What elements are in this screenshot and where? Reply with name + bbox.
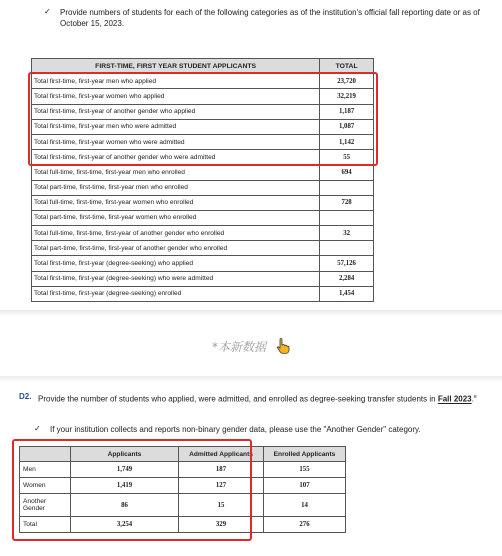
row-total: 32,219: [320, 89, 374, 104]
applicants-cell: 1,749: [71, 462, 179, 478]
row-total: 57,126: [320, 256, 374, 271]
column-header: TOTAL: [320, 59, 374, 74]
row-label: Total first-time, first-year of another gender who applied: [32, 104, 320, 119]
enrolled-cell: 155: [264, 462, 346, 478]
row-label: Total first-time, first-year of another gender who were admitted: [32, 150, 320, 165]
checkmark-icon: ✓: [44, 7, 51, 16]
highlight-box: [28, 72, 378, 166]
row-total: 55: [320, 150, 374, 165]
row-label: Total first-time, first-year women who were admitted: [32, 134, 320, 149]
instruction-text: Provide numbers of students for each of the following categories as of the institution's official fall reporting date or as of October 15, 2023.: [60, 8, 480, 28]
admitted-cell: 187: [179, 462, 264, 478]
table-row: [32, 210, 374, 225]
fall-term: Fall 2023: [437, 394, 472, 404]
row-label: Total first-time, first-year men who applied: [32, 74, 320, 89]
enrolled-cell: 14: [264, 494, 346, 517]
column-header: FIRST-TIME, FIRST YEAR STUDENT APPLICANTS: [32, 59, 320, 74]
row-label: Total full-time, first-time, first-year women who enrolled: [32, 195, 320, 210]
row-total: 2,284: [320, 271, 374, 286]
table-row: [32, 256, 374, 271]
row-total: [320, 180, 374, 195]
highlight-box: [12, 439, 252, 541]
row-label: Total first-time, first-year (degree-seeking) who applied: [32, 256, 320, 271]
table-row: [32, 195, 374, 210]
row-total: 1,087: [320, 119, 374, 134]
row-total: 32: [320, 226, 374, 241]
column-header: Admitted Applicants: [179, 447, 264, 462]
applicants-cell: 3,254: [71, 517, 179, 533]
table-row: [32, 180, 374, 195]
applicants-cell: 1,419: [71, 478, 179, 494]
table-row: [32, 271, 374, 286]
row-label: Total part-time, first-time, first-year of another gender who enrolled: [32, 241, 320, 256]
row-label: Total full-time, first-time, first-year men who enrolled: [32, 165, 320, 180]
row-label: Total first-time, first-year women who applied: [32, 89, 320, 104]
applicants-cell: 86: [71, 494, 179, 517]
row-total: 1,187: [320, 104, 374, 119]
admitted-cell: 127: [179, 478, 264, 494]
row-label: Total part-time, first-time, first-year women who enrolled: [32, 210, 320, 225]
question-text: Provide the number of students who applied, were admitted, and enrolled as degree-seeking transfer students in Fall 2023.$^e$: [38, 394, 477, 404]
table-row: [32, 226, 374, 241]
table-row: [32, 241, 374, 256]
row-total: 728: [320, 195, 374, 210]
instruction-text: If your institution collects and reports non-binary gender data, please use the "Another Gender" category.: [50, 425, 421, 434]
row-label: Another Gender: [20, 494, 71, 517]
row-label: Women: [20, 478, 71, 494]
separator: [0, 310, 502, 316]
admitted-cell: 329: [179, 517, 264, 533]
row-total: 694: [320, 165, 374, 180]
enrolled-cell: 276: [264, 517, 346, 533]
row-label: Total: [20, 517, 71, 533]
row-label: Men: [20, 462, 71, 478]
question-label: D2.: [19, 392, 32, 401]
pointing-hand-icon: [276, 338, 290, 354]
row-total: 1,454: [320, 286, 374, 301]
row-label: Total full-time, first-time, first-year of another gender who enrolled: [32, 226, 320, 241]
row-total: [320, 210, 374, 225]
row-total: 23,720: [320, 74, 374, 89]
table-row: [32, 165, 374, 180]
column-header: Enrolled Applicants: [264, 447, 346, 462]
row-label: Total first-time, first-year (degree-seeking) who were admitted: [32, 271, 320, 286]
table-row: [32, 286, 374, 301]
column-header: Applicants: [71, 447, 179, 462]
row-label: Total first-time, first-year men who were admitted: [32, 119, 320, 134]
row-label: Total first-time, first-year (degree-seeking) enrolled: [32, 286, 320, 301]
row-total: [320, 241, 374, 256]
watermark-text: *本新数据: [212, 340, 267, 354]
enrolled-cell: 107: [264, 478, 346, 494]
admitted-cell: 15: [179, 494, 264, 517]
row-total: 1,142: [320, 134, 374, 149]
row-label: Total part-time, first-time, first-year men who enrolled: [32, 180, 320, 195]
checkmark-icon: ✓: [34, 424, 41, 433]
